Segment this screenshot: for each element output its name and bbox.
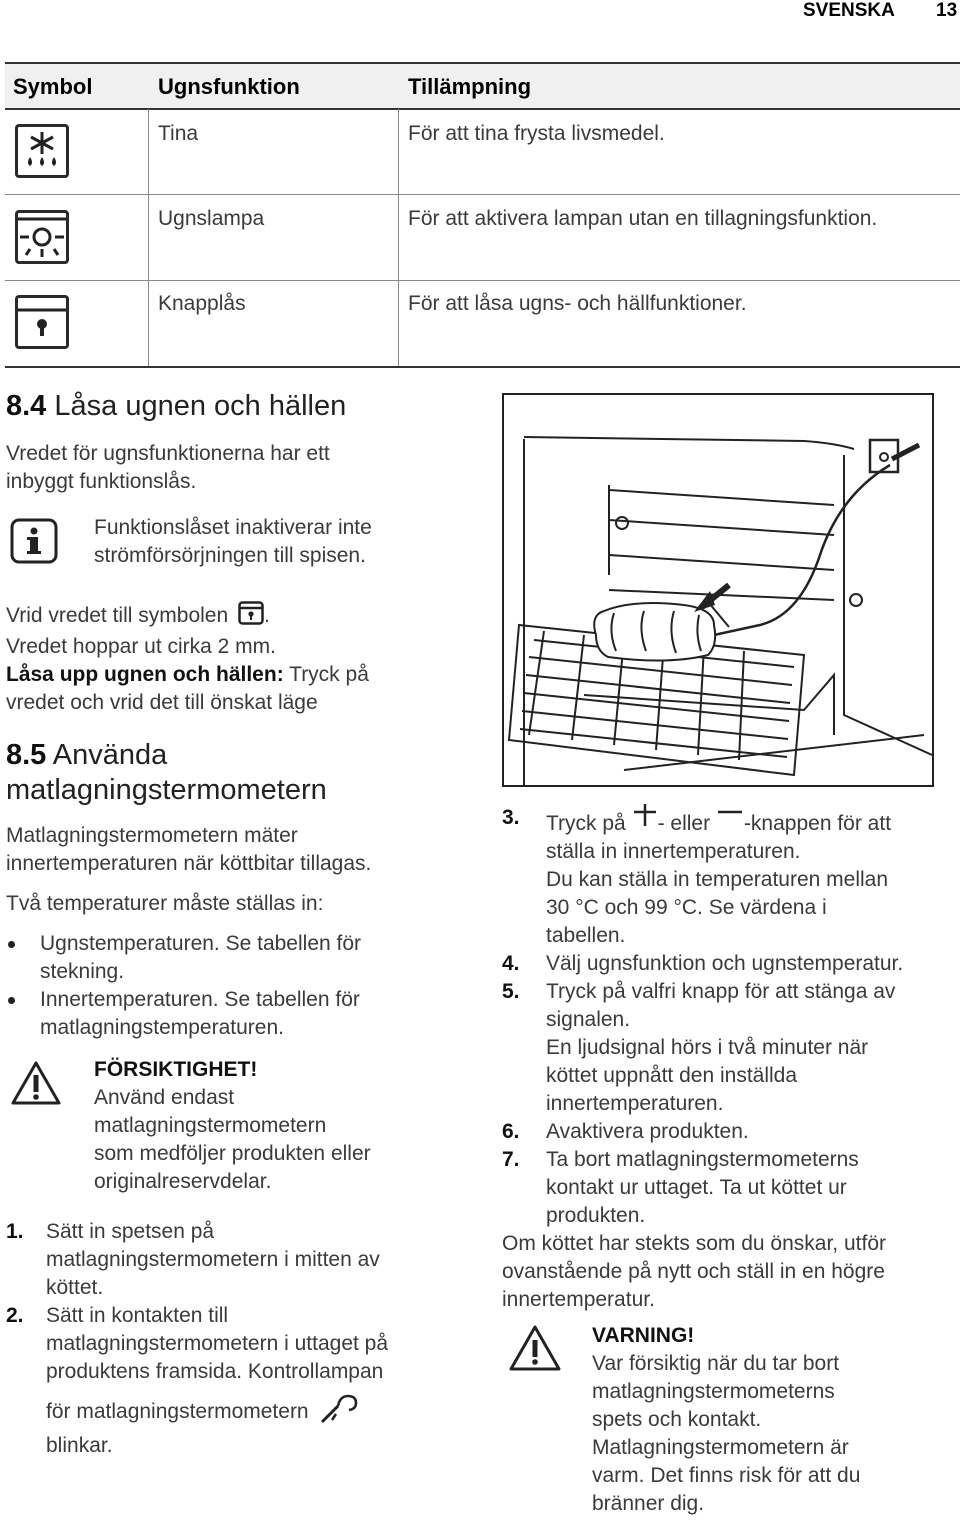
row-rule-1 bbox=[5, 194, 960, 195]
col-application: Tillämpning bbox=[408, 74, 532, 99]
step-line: - eller bbox=[657, 812, 711, 835]
step-line: köttet. bbox=[46, 1276, 104, 1299]
knob-lock-icon bbox=[15, 295, 69, 349]
lock-symbol-icon bbox=[238, 601, 264, 633]
row-function-3: Knapplås bbox=[158, 292, 246, 315]
step-line: Du kan ställa in temperaturen mellan bbox=[546, 868, 889, 891]
step-number: 7. bbox=[502, 1148, 520, 1171]
warning-icon bbox=[508, 1324, 562, 1372]
step-number: 4. bbox=[502, 952, 520, 975]
step-1 bbox=[6, 1218, 476, 1302]
step-line: kontakt ur uttaget. Ta ut köttet ur bbox=[546, 1176, 847, 1199]
unlock-text: Tryck på bbox=[283, 663, 369, 686]
bullet-line: Innertemperaturen. Se tabellen för bbox=[40, 988, 360, 1011]
page-number: 13 bbox=[936, 0, 958, 21]
warning-title: VARNING! bbox=[592, 1324, 695, 1347]
step-line: Sätt in kontakten till bbox=[46, 1304, 229, 1327]
after-line: ovanstående på nytt och ställ in en högre bbox=[502, 1260, 885, 1283]
lock-step-text: Vrid vredet till symbolen bbox=[6, 604, 229, 627]
warning-line: Matlagningstermometern är bbox=[592, 1436, 849, 1459]
step-line: för matlagningstermometern bbox=[46, 1400, 309, 1423]
info-icon bbox=[10, 518, 58, 564]
step-3 bbox=[502, 804, 958, 950]
steps-left bbox=[6, 1218, 476, 1460]
header-language: SVENSKA bbox=[803, 0, 895, 21]
step-line: Tryck på bbox=[546, 812, 626, 835]
section-84-intro bbox=[6, 440, 330, 496]
warning-line: varm. Det finns risk för att du bbox=[592, 1464, 861, 1487]
list-item bbox=[40, 930, 361, 986]
step-3-first-line bbox=[546, 804, 891, 838]
step-number: 5. bbox=[502, 980, 520, 1003]
section-84-title bbox=[6, 389, 346, 424]
list-item bbox=[40, 986, 361, 1042]
bullet-line: Ugnstemperaturen. Se tabellen för bbox=[40, 932, 362, 955]
meat-probe-icon bbox=[318, 1394, 358, 1432]
step-line: produkten. bbox=[546, 1204, 646, 1227]
step-line: matlagningstermometern i uttaget på bbox=[46, 1332, 389, 1355]
two-temps-text: Två temperaturer måste ställas in: bbox=[6, 892, 324, 915]
step-number: 2. bbox=[6, 1304, 24, 1327]
step-line: tabellen. bbox=[546, 924, 626, 947]
intro-line: Vredet för ugnsfunktionerna har ett bbox=[6, 442, 330, 465]
section-85-title bbox=[6, 738, 327, 808]
step-7 bbox=[502, 1146, 958, 1230]
step-line: 30 °C och 99 °C. Se värdena i bbox=[546, 896, 827, 919]
step-number: 1. bbox=[6, 1220, 24, 1243]
step-line: matlagningstermometern i mitten av bbox=[46, 1248, 380, 1271]
row-rule-2 bbox=[5, 280, 960, 281]
info-note-line: Funktionslåset inaktiverar inte bbox=[94, 516, 372, 539]
section-84-heading: Låsa ugnen och hällen bbox=[54, 390, 347, 422]
step-line: Tryck på valfri knapp för att stänga av bbox=[546, 980, 896, 1003]
warning-line: spets och kontakt. bbox=[592, 1408, 762, 1431]
bullet-line: matlagningstemperaturen. bbox=[40, 1016, 284, 1039]
step-line: ställa in innertemperaturen. bbox=[546, 840, 801, 863]
oven-lamp-icon bbox=[15, 210, 69, 264]
step-line: Avaktivera produkten. bbox=[546, 1120, 749, 1143]
warning-line: Var försiktig när du tar bort bbox=[592, 1352, 840, 1375]
col-divider-2 bbox=[398, 109, 399, 367]
col-symbol: Symbol bbox=[13, 74, 93, 99]
after-line: Om köttet har stekts som du önskar, utför bbox=[502, 1232, 886, 1255]
caution-line: Använd endast bbox=[94, 1086, 235, 1109]
step-number: 6. bbox=[502, 1120, 520, 1143]
step-line: En ljudsignal hörs i två minuter när bbox=[546, 1036, 869, 1059]
step-line: köttet uppnått den inställda bbox=[546, 1064, 798, 1087]
bullet-line: stekning. bbox=[40, 960, 125, 983]
unlock-line bbox=[6, 661, 486, 689]
temps-bullet-list bbox=[40, 930, 361, 1042]
info-note bbox=[94, 514, 372, 570]
unlock-text-2: vredet och vrid det till önskat läge bbox=[6, 691, 318, 714]
row-application-1: För att tina frysta livsmedel. bbox=[408, 122, 665, 145]
section-85-heading-2: matlagningstermometern bbox=[6, 774, 327, 806]
row-function-1: Tina bbox=[158, 122, 199, 145]
row-function-2: Ugnslampa bbox=[158, 207, 265, 230]
minus-icon bbox=[716, 804, 744, 836]
table-bottom-rule bbox=[5, 366, 960, 368]
section-85-intro bbox=[6, 822, 371, 878]
defrost-icon bbox=[15, 124, 69, 178]
step-6 bbox=[502, 1118, 958, 1146]
lock-step-line-2: Vredet hoppar ut cirka 2 mm. bbox=[6, 635, 277, 658]
step-2 bbox=[6, 1302, 476, 1460]
row-application-2: För att aktivera lampan utan en tillagningsfunktion. bbox=[408, 207, 878, 230]
lock-step-period: . bbox=[263, 604, 270, 627]
plus-icon bbox=[632, 804, 658, 836]
step-5 bbox=[502, 978, 958, 1118]
row-application-3: För att låsa ugns- och hällfunktioner. bbox=[408, 292, 747, 315]
step-line: Ta bort matlagningstermometerns bbox=[546, 1148, 859, 1171]
col-divider-1 bbox=[148, 109, 149, 367]
step-line: blinkar. bbox=[46, 1434, 113, 1457]
warning-block bbox=[592, 1322, 860, 1518]
step-number: 3. bbox=[502, 806, 520, 829]
intro-line: Matlagningstermometern mäter bbox=[6, 824, 298, 847]
steps-right bbox=[502, 804, 958, 1314]
section-85-number: 8.5 bbox=[6, 739, 47, 771]
oven-probe-illustration bbox=[502, 393, 934, 787]
after-line: innertemperatur. bbox=[502, 1288, 655, 1311]
section-84-number: 8.4 bbox=[6, 390, 47, 422]
step-line: -knappen för att bbox=[743, 812, 892, 835]
caution-line: matlagningstermometern bbox=[94, 1114, 327, 1137]
step-line: signalen. bbox=[546, 1008, 631, 1031]
caution-title: FÖRSIKTIGHET! bbox=[94, 1058, 258, 1081]
lock-step-line-1 bbox=[6, 601, 486, 633]
lock-step bbox=[6, 601, 486, 717]
after-steps-text bbox=[502, 1230, 958, 1314]
caution-line: som medföljer produkten eller bbox=[94, 1142, 371, 1165]
step-line: produktens framsida. Kontrollampan bbox=[46, 1360, 384, 1383]
intro-line: innertemperaturen när köttbitar tillagas. bbox=[6, 852, 372, 875]
step-4 bbox=[502, 950, 958, 978]
caution-icon bbox=[10, 1060, 62, 1106]
info-note-line: strömförsörjningen till spisen. bbox=[94, 544, 366, 567]
step-line: Välj ugnsfunktion och ugnstemperatur. bbox=[546, 952, 904, 975]
warning-line: bränner dig. bbox=[592, 1492, 705, 1515]
warning-line: matlagningstermometerns bbox=[592, 1380, 835, 1403]
step-line: Sätt in spetsen på bbox=[46, 1220, 215, 1243]
caution-line: originalreservdelar. bbox=[94, 1170, 272, 1193]
section-85-heading-1: Använda bbox=[52, 739, 168, 771]
step-line: innertemperaturen. bbox=[546, 1092, 724, 1115]
unlock-label: Låsa upp ugnen och hällen: bbox=[6, 663, 284, 686]
caution-block bbox=[94, 1056, 371, 1196]
intro-line: inbyggt funktionslås. bbox=[6, 470, 197, 493]
col-function: Ugnsfunktion bbox=[158, 74, 300, 99]
step-line-with-icon bbox=[46, 1394, 388, 1432]
